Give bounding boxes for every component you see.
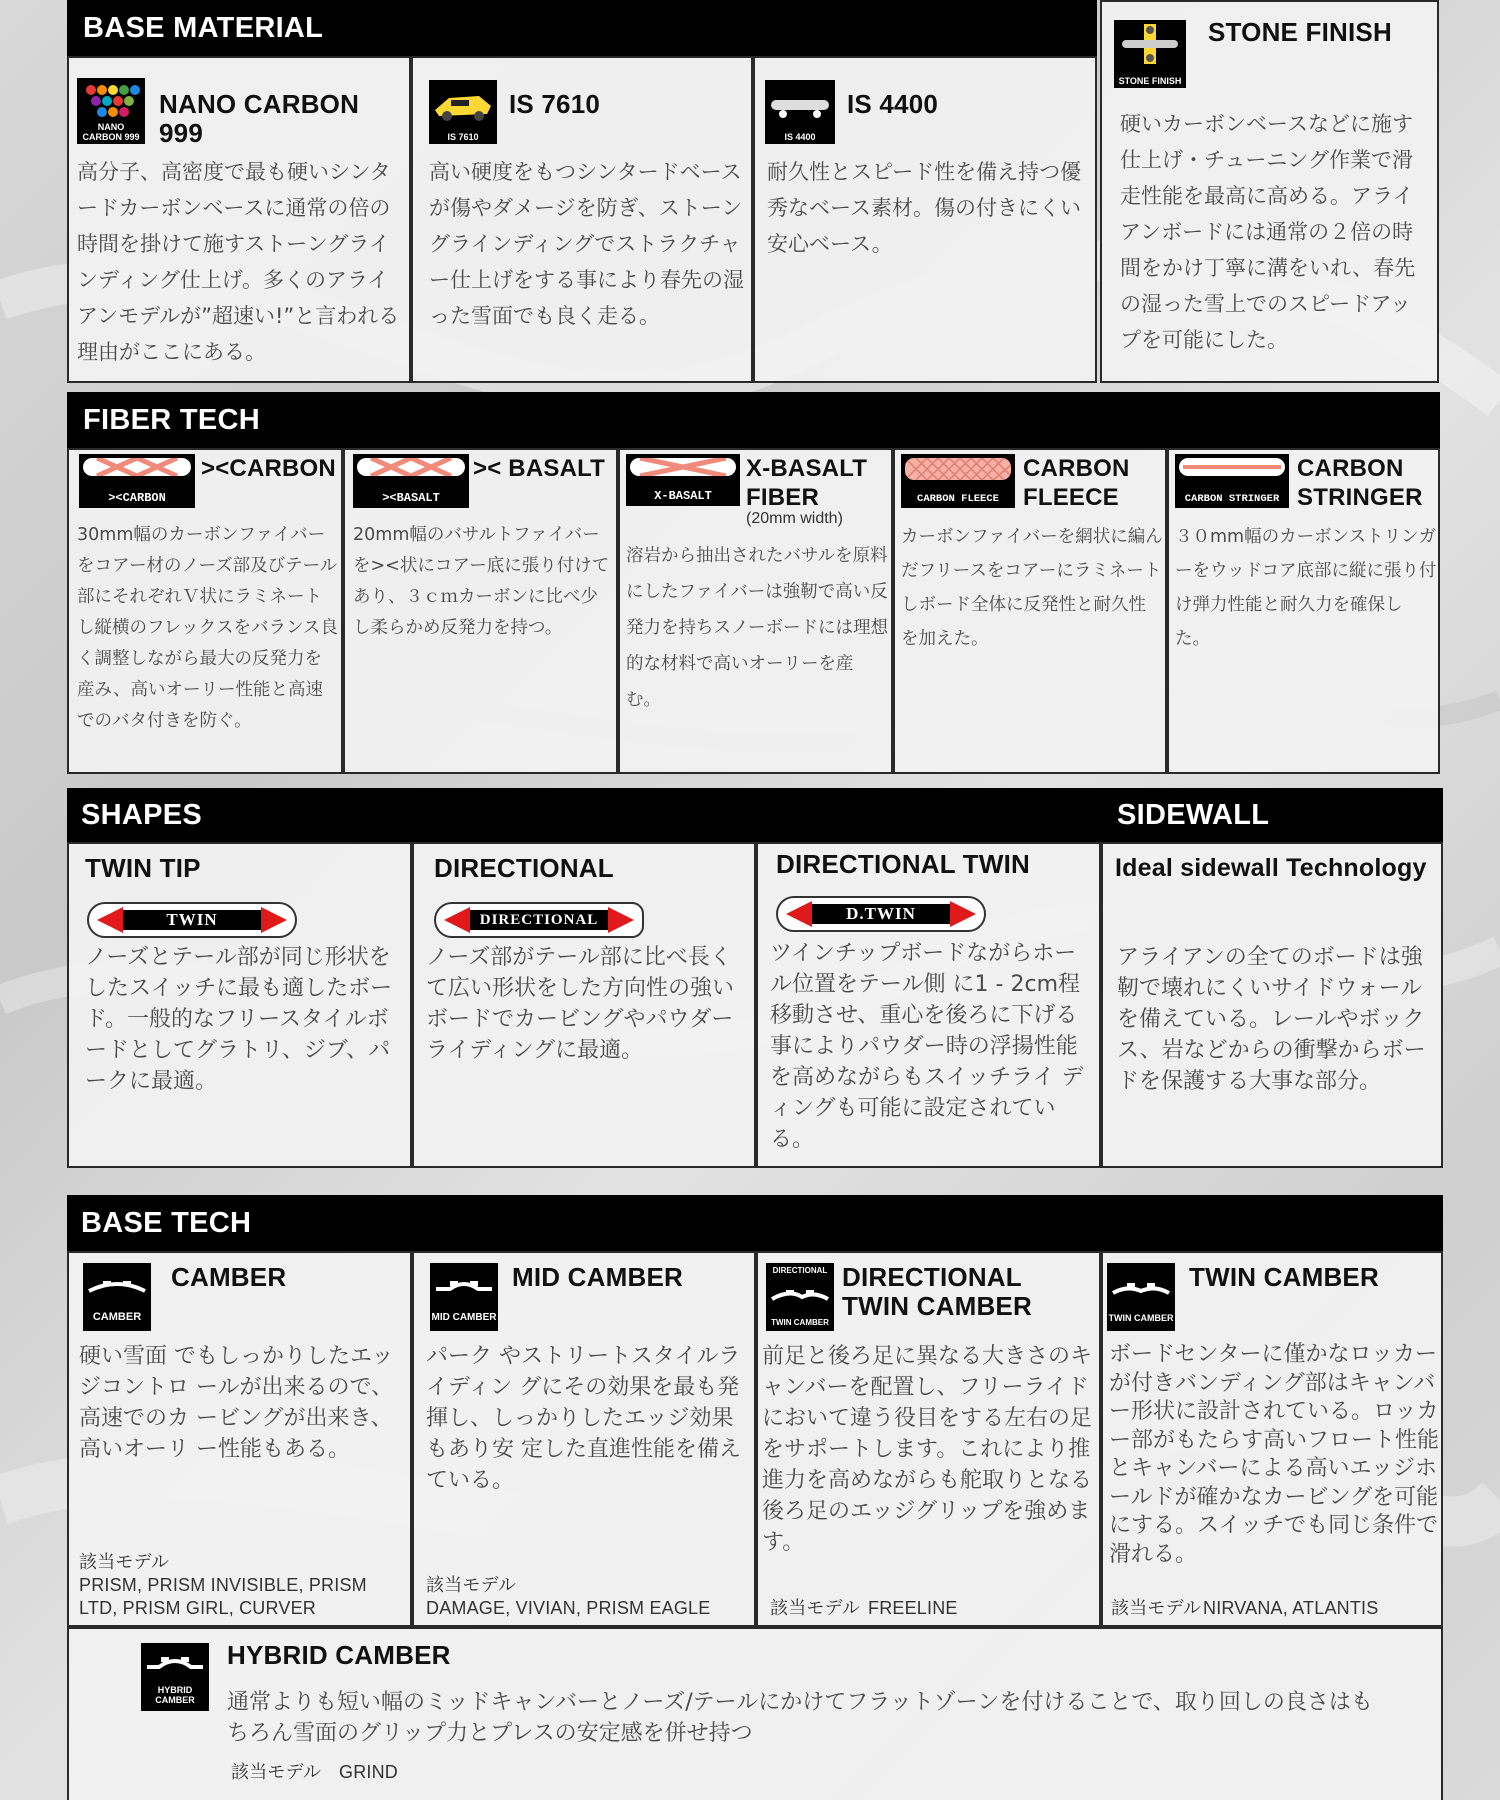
- models-list: GRIND: [339, 1762, 398, 1782]
- card-body: 前足と後ろ足に異なる大きさのキャンバーを配置し、フリーライドにおいて違う役目をする左右の足をサポートします。これにより推進力を高めながらも舵取りとなる後ろ足のエッジグリップを強めます。: [762, 1344, 1093, 1555]
- fiber-card: [618, 448, 893, 774]
- basalt-icon: [353, 454, 469, 508]
- card-title: NANO CARBON 999: [159, 89, 360, 148]
- models-label: 該当モデル: [231, 1762, 322, 1782]
- icon-caption: ><BASALT: [382, 491, 440, 505]
- card-title: TWIN TIP: [85, 853, 201, 883]
- base-tech-header: BASE TECH: [67, 1195, 1443, 1251]
- directional-twin-icon: [776, 896, 986, 932]
- card-body: ３０mm幅のカーボンストリンガーをウッドコア底部に縦に張り付け弾力性能と耐久力を確保した。: [1175, 527, 1437, 649]
- models-label: 該当モデル: [79, 1552, 170, 1572]
- models-list: DAMAGE, VIVIAN, PRISM EAGLE: [426, 1598, 711, 1618]
- icon-caption: IS 7610: [447, 132, 479, 142]
- nano-carbon-icon: [77, 78, 145, 144]
- fiber-card: [343, 448, 618, 774]
- card-body: 通常よりも短い幅のミッドキャンバーとノーズ/テールにかけてフラットゾーンを付けることで、取り回しの良さはもちろん雪面のグリップ力とプレスの安定感を併せ持つ: [227, 1690, 1373, 1746]
- card-body: 高分子、高密度で最も硬いシンタードカーボンベースに通常の倍の時間を掛けて施すストーングラインディング仕上げ。多くのアライアンモデルが”超速い!”と言われる理由がここにある。: [77, 160, 400, 364]
- twin-tip-icon: [87, 902, 297, 938]
- icon-caption: TWIN CAMBER: [1108, 1313, 1174, 1323]
- shapes-header: SHAPES: [67, 788, 1101, 842]
- card-body: 硬い雪面 でもしっかりしたエッジコントロ ールが出来るので、高速でのカ ービングが出来き、高いオーリ ー性能もある。: [79, 1344, 394, 1462]
- card-body: ノーズ部がテール部に比べ長くて広い形状をした方向性の強いボードでカービングやパウダーライディングに最適。: [426, 945, 735, 1063]
- card-title: CAMBER: [171, 1262, 287, 1292]
- models-label: 該当モデル: [426, 1575, 517, 1595]
- fiber-card: [893, 448, 1167, 774]
- shape-card: [756, 842, 1101, 1168]
- card-body: カーボンファイバーを網状に編んだフリースをコアーにラミネートしボード全体に反発性と耐久性を加えた。: [901, 527, 1163, 649]
- card-title: STONE FINISH: [1208, 17, 1392, 47]
- fiber-tech-header: FIBER TECH: [67, 392, 1440, 448]
- icon-caption: D.TWIN: [812, 904, 950, 924]
- models-label: 該当モデル: [1111, 1598, 1202, 1618]
- carbon-stringer-icon: [1175, 454, 1289, 508]
- icon-caption: STONE FINISH: [1118, 76, 1182, 86]
- base-tech-card: [412, 1251, 756, 1627]
- carbon-fleece-icon: [901, 454, 1015, 508]
- models-list: NIRVANA, ATLANTIS: [1203, 1598, 1379, 1618]
- card-title: IS 7610: [509, 89, 601, 119]
- is7610-icon: [429, 80, 497, 144]
- icon-caption: ><CARBON: [108, 491, 166, 505]
- base-tech-card: [1101, 1251, 1443, 1627]
- mid-camber-icon: [430, 1263, 498, 1331]
- carbon-icon: [79, 454, 195, 508]
- card-title: >< BASALT: [473, 455, 606, 482]
- shape-card: [412, 842, 756, 1168]
- icon-caption: MID CAMBER: [431, 1312, 497, 1323]
- card-title: TWIN CAMBER: [1189, 1262, 1379, 1292]
- card-body: ノーズとテール部が同じ形状をしたスイッチに最も適したボード。一般的なフリースタイルボードとしてグラトリ、ジブ、パークに最適。: [85, 945, 393, 1094]
- icon-caption: DIRECTIONAL: [470, 910, 608, 930]
- card-title: Ideal sidewall Technology: [1115, 854, 1427, 882]
- base-tech-card: [67, 1251, 412, 1627]
- card-body: 高い硬度をもつシンタードベースが傷やダメージを防ぎ、ストーングラインディングでストラクチャー仕上げをする事により春先の湿った雪面でも良く走る。: [429, 160, 744, 328]
- base-material-header: BASE MATERIAL: [67, 0, 1097, 56]
- card-body: 30mm幅のカーボンファイバーをコアー材のノーズ部及びテール部にそれぞれＶ状にラミネートし縦横のフレックスをバランス良く調整しながら最大の反発力を産み、高いオーリー性能と高速でのバタ付きを防ぐ。: [77, 525, 338, 731]
- card-body: ツインチップボードながらホール位置をテール側 に1 - 2cm程移動させ、重心を後ろに下げる事によりパウダー時の浮揚性能を高めながらもスイッチライ ディングも可能に設定されている。: [770, 941, 1084, 1152]
- card-title: ><CARBON: [201, 455, 336, 482]
- card-body: パーク やストリートスタイルライディン グにその効果を最も発揮し、しっかりしたエッジ効果もあり安 定した直進性能を備えている。: [426, 1344, 741, 1493]
- models-list: FREELINE: [868, 1598, 958, 1618]
- stone-finish-card: [1100, 0, 1439, 383]
- card-body: 耐久性とスピード性を備え持つ優秀なベース素材。傷の付きにくい安心ベース。: [767, 160, 1082, 256]
- models-label: 該当モデル: [770, 1598, 861, 1618]
- icon-caption: X-BASALT: [654, 489, 712, 503]
- fiber-card: [1167, 448, 1440, 774]
- x-basalt-icon: [626, 454, 740, 506]
- icon-caption: TWIN: [123, 910, 261, 930]
- card-subtitle: (20mm width): [746, 510, 843, 527]
- card-body: 溶岩から抽出されたバサルを原料にしたファイバーは強靭で高い反発力を持ちスノーボードには理想的な材料で高いオーリーを産む。: [626, 546, 888, 710]
- icon-caption: CAMBER: [92, 1311, 142, 1323]
- card-body: ボードセンターに僅かなロッカーが付きバンディング部はキャンバー形状に設計されている。ロッカー部がもたらす高いフロート性能とキャンバーによる高いエッジホールドが確かなカービングを可能にする。スイッチでも同じ条件で滑れる。: [1109, 1342, 1440, 1567]
- twin-camber-icon: [1107, 1263, 1175, 1331]
- card-title: X-BASALT FIBER: [746, 455, 868, 511]
- icon-caption: TWIN CAMBER: [771, 1318, 829, 1327]
- base-material-card: [753, 56, 1097, 383]
- icon-caption: CARBON STRINGER: [1184, 493, 1280, 505]
- card-title: DIRECTIONAL: [434, 853, 614, 883]
- card-title: HYBRID CAMBER: [227, 1640, 451, 1670]
- sidewall-card: [1101, 842, 1443, 1168]
- hybrid-camber-icon: [141, 1643, 209, 1711]
- camber-icon: [83, 1263, 151, 1331]
- directional-icon: [434, 902, 644, 938]
- stone-finish-icon: [1114, 20, 1186, 88]
- directional-twin-camber-icon: [766, 1263, 834, 1331]
- card-title: MID CAMBER: [512, 1262, 683, 1292]
- shape-card: [67, 842, 412, 1168]
- fiber-card: [67, 448, 343, 774]
- icon-caption: IS 4400: [784, 132, 816, 142]
- card-body: アライアンの全てのボードは強靭で壊れにくいサイドウォールを備えている。レールやボックス、岩などからの衝撃からボードを保護する大事な部分。: [1117, 945, 1426, 1094]
- base-tech-card: [756, 1251, 1101, 1627]
- base-material-card: [67, 56, 411, 383]
- models-list: PRISM, PRISM INVISIBLE, PRISM LTD, PRISM GIRL, CURVER: [79, 1575, 367, 1618]
- is4400-icon: [765, 80, 835, 144]
- base-material-card: [411, 56, 753, 383]
- card-title: CARBON STRINGER: [1297, 455, 1423, 511]
- card-title: CARBON FLEECE: [1023, 455, 1130, 511]
- card-body: 20mm幅のバサルトファイバーを><状にコアー底に張り付けてあり、３ｃｍカーボンに比べ少し柔らかめ反発力を持つ。: [353, 525, 610, 638]
- card-title: IS 4400: [847, 89, 939, 119]
- sidewall-header: SIDEWALL: [1101, 788, 1443, 842]
- card-title: DIRECTIONAL TWIN CAMBER: [842, 1262, 1032, 1321]
- icon-caption: CARBON FLEECE: [917, 493, 999, 505]
- icon-caption: HYBRID CAMBER: [155, 1685, 195, 1705]
- hybrid-camber-card: [67, 1627, 1443, 1800]
- icon-caption-top: DIRECTIONAL: [772, 1266, 828, 1275]
- card-body: 硬いカーボンベースなどに施す仕上げ・チューニング作業で滑走性能を最高に高める。アライアンボードには通常の２倍の時間をかけ丁寧に溝をいれ、春先の湿った雪上でのスピードアップを可能にした。: [1120, 112, 1416, 352]
- card-title: DIRECTIONAL TWIN: [776, 849, 1031, 879]
- icon-caption: NANO CARBON 999: [82, 122, 140, 142]
